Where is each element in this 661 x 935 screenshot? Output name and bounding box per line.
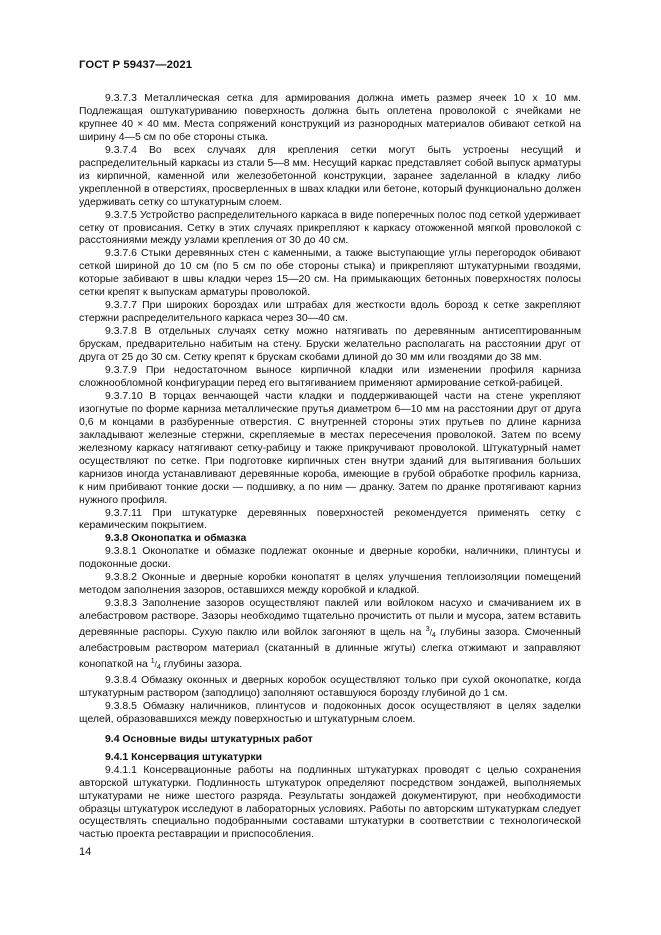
document-code-header: ГОСТ Р 59437—2021 xyxy=(79,59,193,71)
fraction-three-quarters: $^3/_4$ xyxy=(425,626,436,640)
paragraph-9-3-8-3-part-1: 9.3.8.3 Заполнение зазоров осуществляют паклей или войлоком насухо и смачиванием их в алебастровом растворе. Зазоры необходимо тщательно прочистить от пыли и мусора, затем вставить деревянные распоры. Сухую паклю или войлок загоняют в щель на xyxy=(79,598,581,639)
paragraph-9-3-7-5: 9.3.7.5 Устройство распределительного каркаса в виде поперечных полос под сеткой удерживает сетку от провисания. Сетку в этих случаях прикрепляют к каркасу отожженной мягкой проволокой с расстояниями между узлами крепления от 30 до 40 см. xyxy=(79,209,581,247)
fraction-numerator: 3 xyxy=(425,626,430,634)
paragraph-9-3-7-7: 9.3.7.7 При широких бороздах или штрабах для жесткости вдоль борозд к сетке закрепляют стержни распределительного каркаса через 30—40 см. xyxy=(79,300,581,325)
paragraph-9-3-7-10: 9.3.7.10 В торцах венчающей части кладки и поддерживающей части на стене укрепляют изогнутые по форме карниза металлические прутья диаметром 6—10 мм на расстоянии друг от друга 0,6 м концами в разбуренные отверстия. С внутренней стороны этих прутьев по длине карниза закладывают железные стержни, скрепляемые в местах пересечения проволокой. Затем по всему железному каркасу натягивают сетку-рабицу и также прикручивают проволокой. Штукатурный намет осуществляют по сетке. При подготовке кирпичных стен внутри зданий для вытягивания больших карнизов иногда устанавливают деревянные короба, имеющие в грубой обработке профиль карниза, к ним прибивают тонкие доски — подшивку, а по ним — дранку. Затем по дранке протягивают карниз нужного профиля. xyxy=(79,390,581,506)
heading-9-4: 9.4 Основные виды штукатурных работ xyxy=(105,733,313,745)
fraction-numerator: 1 xyxy=(150,657,155,665)
paragraph-9-3-7-9: 9.3.7.9 При недостаточном выносе кирпичной кладки или изменении профиля карниза сложнообломной конфигурации перед его вытягиванием применяют армирование сеткой-рабицей. xyxy=(79,365,581,389)
heading-9-4-1: 9.4.1 Консервация штукатурки xyxy=(105,751,263,763)
heading-9-3-8: 9.3.8 Оконопатка и обмазка xyxy=(105,533,247,545)
paragraph-9-3-8-1: 9.3.8.1 Оконопатке и обмазке подлежат оконные и дверные коробки, наличники, плинтусы и подоконные доски. xyxy=(79,546,581,571)
main-text xyxy=(79,93,581,842)
paragraph-9-4-1-1: 9.4.1.1 Консервационные работы на подлинных штукатурках проводят с целью сохранения авторской штукатурки. Подлинность штукатурок определяют посредством зондажей, выполняемых штукатурами не ниже шестого разряда. Результаты зондажей документируют, при необходимости образцы штукатурок исследуют в лабораторных условиях. Работы по авторским штукатуркам следует осуществлять специально подобранными составами штукатурки в соответствии с технологической частью проекта реставрации и приспособления. xyxy=(79,764,581,841)
fraction-denominator: 4 xyxy=(431,632,436,640)
paragraph-9-3-7-11: 9.3.7.11 При штукатурке деревянных поверхностей рекомендуется применять сетку с керамическим покрытием. xyxy=(79,507,581,532)
paragraph-9-3-8-3-part-2: глубины зазора. Смоченный алебастровым раствором материал (скатанный в длинные жгуты) слегка отжимают и заправляют конопаткой на xyxy=(79,627,581,670)
paragraph-9-3-7-3: 9.3.7.3 Металлическая сетка для армирования должна иметь размер ячеек 10 x 10 мм. Подлежащая оштукатуриванию поверхность должна быть оплетена проволокой с ячейками не крупнее 40 × 40 мм. Места сопряжений конструкций из разнородных материалов обивают сеткой на ширину 4—5 см по обе стороны стыка. xyxy=(79,93,581,143)
paragraph-9-3-8-3-part-3: глубины зазора. xyxy=(160,658,243,670)
paragraph-9-3-8-4: 9.3.8.4 Обмазку оконных и дверных коробок осуществляют только при сухой оконопатке, когда штукатурным раствором (заподлицо) заполняют оставшуюся борозду глубиной до 1 см. xyxy=(79,674,581,699)
paragraph-9-3-8-3 xyxy=(79,598,581,675)
paragraph-9-3-8-5: 9.3.8.5 Обмазку наличников, плинтусов и подоконных досок осуществляют в целях заделки щелей, образовавшихся между поверхностью и штукатурным слоем. xyxy=(79,700,581,725)
fraction-denominator: 4 xyxy=(156,663,161,671)
paragraph-9-3-7-6: 9.3.7.6 Стыки деревянных стен с каменными, а также выступающие углы перегородок обивают сеткой шириной до 10 см (по 5 см по обе стороны стыка) и прикрепляют штукатурными гвоздями, которые забивают в швы кладки через 15—20 см. На примыкающих бетонных поверхностях полосы сетки крепят к выпускам арматуры проволокой. xyxy=(79,248,581,299)
paragraph-9-3-7-4: 9.3.7.4 Во всех случаях для крепления сетки могут быть устроены несущий и распределительный каркасы из стали 5—8 мм. Несущий каркас представляет собой выпуск арматуры из кирпичной, каменной или железобетонной конструкции, заранее заделанной в кладку либо укрепленной в отверстиях, просверленных в швах кладки или бетоне, который функционально должен удерживать сетку со штукатурным слоем. xyxy=(79,144,581,208)
page-number: 14 xyxy=(79,846,92,858)
paragraph-9-3-8-2: 9.3.8.2 Оконные и дверные коробки конопатят в целях улучшения теплоизоляции помещений методом заполнения зазоров, оставшихся между коробкой и кладкой. xyxy=(79,572,581,597)
paragraph-9-3-7-8: 9.3.7.8 В отдельных случаях сетку можно натягивать по деревянным антисептированным брускам, предварительно набитым на стену. Бруски желательно располагать на расстоянии друг от друга от 25 до 30 см. Сетку крепят к брускам скобами длиной до 30 мм или гвоздями до 38 мм. xyxy=(79,326,581,364)
fraction-one-quarter: $^1/_4$ xyxy=(150,657,161,671)
